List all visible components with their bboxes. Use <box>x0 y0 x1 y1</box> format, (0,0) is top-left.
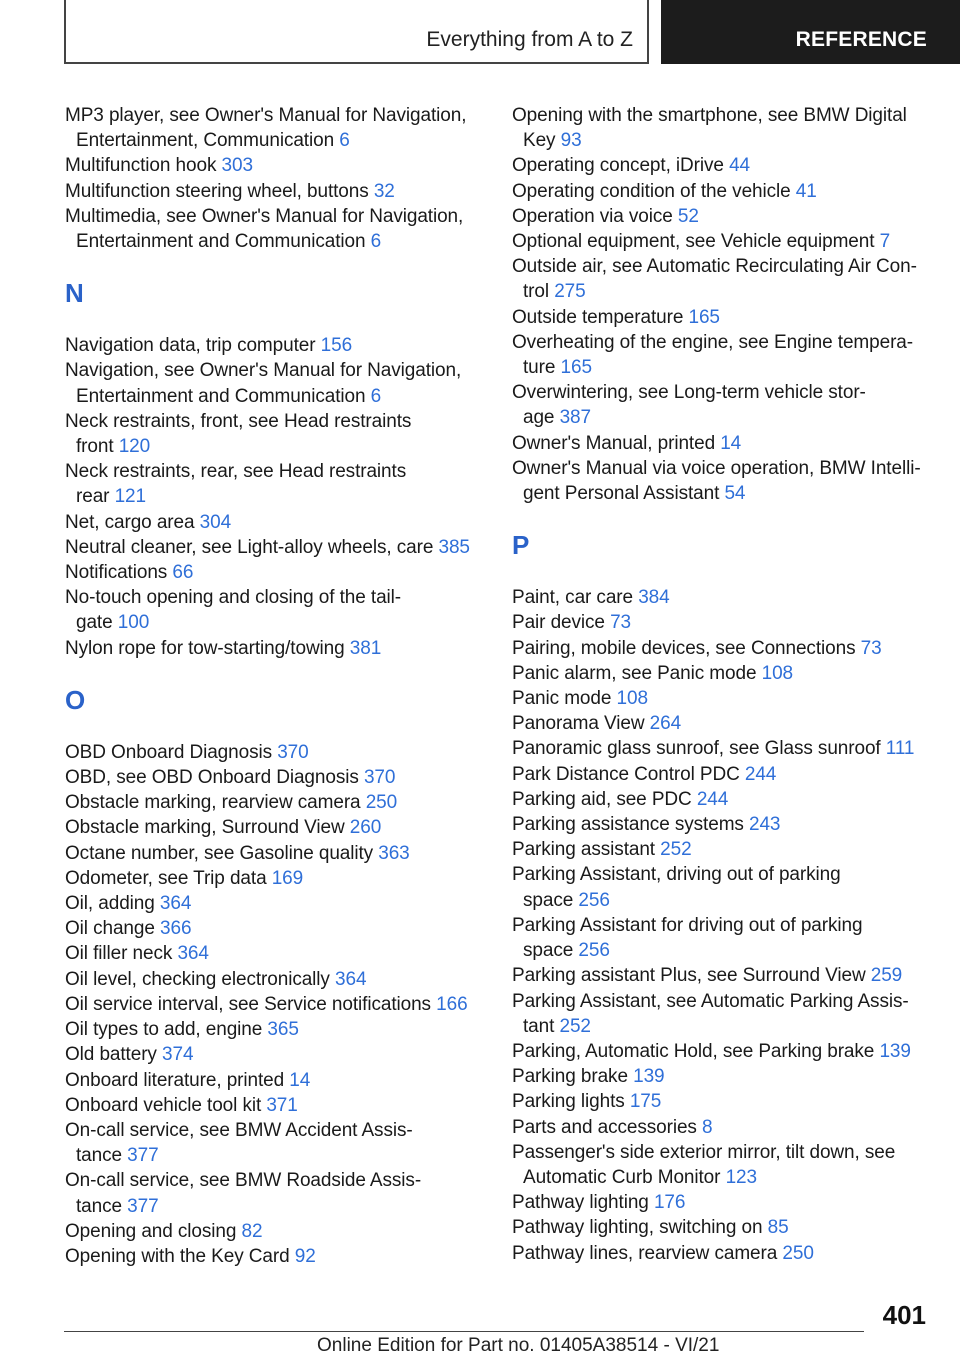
index-entry-text: Neck restraints, front, see Head restraints front <box>65 410 412 458</box>
index-entry <box>512 431 932 456</box>
index-entry-text: Parking brake <box>512 1066 634 1088</box>
page-reference-link[interactable]: 252 <box>660 839 692 861</box>
index-entry <box>65 891 485 916</box>
index-entry-text: Oil change <box>65 918 161 940</box>
index-entry <box>65 1093 485 1118</box>
index-entry <box>65 510 485 535</box>
page-reference-link[interactable]: 108 <box>616 688 648 710</box>
index-entry-text: Pathway lines, rearview camera <box>512 1242 783 1264</box>
index-entry-text: Oil service interval, see Service notifications <box>65 993 437 1015</box>
index-entry <box>512 456 932 506</box>
index-entry <box>512 229 932 254</box>
page-reference-link[interactable]: 260 <box>349 817 382 839</box>
page-reference-link[interactable]: 377 <box>127 1145 159 1167</box>
index-entry-text: Oil level, checking electronically <box>65 968 336 990</box>
page-reference-link[interactable]: 8 <box>702 1116 713 1138</box>
index-entry-text: Parking Assistant for driving out of parking space <box>512 914 863 962</box>
page-reference-link[interactable]: 385 <box>438 536 470 558</box>
index-entry <box>65 585 485 635</box>
index-entry-text: Oil filler neck <box>65 943 178 965</box>
index-entry-text: Multimedia, see Owner's Manual for Navigation, Entertainment and Communication <box>65 205 469 253</box>
index-section-letter: O <box>65 684 86 715</box>
index-entry-text: Parking assistant Plus, see Surround View <box>512 965 871 987</box>
page-reference-link[interactable]: 374 <box>162 1044 194 1066</box>
index-entry <box>65 1219 485 1244</box>
index-entry-text: Operating concept, iDrive <box>512 155 730 177</box>
page-reference-link[interactable]: 252 <box>559 1015 591 1037</box>
index-entry <box>65 866 485 891</box>
index-entry <box>512 1039 932 1064</box>
index-entry <box>512 837 932 862</box>
page-reference-link[interactable]: 243 <box>749 814 781 836</box>
index-section-letter: N <box>65 278 84 309</box>
page-reference-link[interactable]: 363 <box>378 842 410 864</box>
page-reference-link[interactable]: 165 <box>560 357 592 379</box>
section-title: Everything from A to Z <box>426 28 633 51</box>
index-column-left <box>65 103 485 1269</box>
index-entry <box>512 913 932 963</box>
index-entry <box>512 862 932 912</box>
index-entry-text: Obstacle marking, rearview camera <box>65 792 366 814</box>
index-entry-text: Neck restraints, rear, see Head restraints rear <box>65 461 407 508</box>
page-reference-link[interactable]: 120 <box>118 436 151 458</box>
index-entry-text: Navigation, see Owner's Manual for Navigation, Entertainment and Communication <box>65 360 467 407</box>
page-reference-link[interactable]: 165 <box>688 306 720 328</box>
index-entry-text: Pathway lighting, switching on <box>512 1217 768 1239</box>
index-entry-text: Owner's Manual, printed <box>512 432 721 454</box>
index-entry <box>65 740 485 765</box>
index-entry <box>512 963 932 988</box>
page-reference-link[interactable]: 52 <box>677 205 699 227</box>
index-entry-text: Overwintering, see Long-term vehicle stor- age <box>512 382 866 429</box>
index-entry-text: On-call service, see BMW Roadside Assis- tance <box>65 1170 422 1217</box>
page-reference-link[interactable]: 54 <box>724 483 746 505</box>
page-reference-link[interactable]: 92 <box>294 1245 316 1267</box>
index-entry-text: Oil, adding <box>65 893 160 915</box>
index-entry-text: No-touch opening and closing of the tail- gate <box>65 587 402 634</box>
page-reference-link[interactable]: 44 <box>729 155 750 177</box>
page-reference-link[interactable]: 370 <box>277 741 309 763</box>
page-reference-link[interactable]: 244 <box>696 788 729 810</box>
index-entry-text: Onboard vehicle tool kit <box>65 1094 267 1116</box>
page-reference-link[interactable]: 365 <box>267 1019 299 1041</box>
index-entry <box>65 765 485 790</box>
index-entry-text: Passenger's side exterior mirror, tilt down, see Automatic Curb Monitor <box>512 1141 900 1188</box>
page-reference-link[interactable]: 387 <box>559 407 591 429</box>
page-reference-link[interactable]: 123 <box>725 1166 757 1188</box>
index-entry-text: Opening and closing <box>65 1220 242 1242</box>
index-column-right <box>512 103 932 1266</box>
index-entry <box>65 1068 485 1093</box>
index-entry-text: Multifunction hook <box>65 155 222 177</box>
index-entry <box>65 560 485 585</box>
index-entry-text: Outside temperature <box>512 306 689 328</box>
index-entry-text: Optional equipment, see Vehicle equipment <box>512 231 880 253</box>
page-reference-link[interactable]: 82 <box>241 1220 263 1242</box>
index-entry <box>512 1241 932 1266</box>
index-entry-text: Onboard literature, printed <box>65 1069 290 1091</box>
index-entry <box>512 153 932 178</box>
index-entry <box>65 179 485 204</box>
index-entry-text: Navigation data, trip computer <box>65 335 321 357</box>
footer-edition: Online Edition for Part no. 01405A38514 - VI/21 <box>317 1335 720 1356</box>
index-entry-text: Parking assistance systems <box>512 814 749 836</box>
index-entry <box>512 1064 932 1089</box>
index-entry-text: Parking Assistant, see Automatic Parking Assis- tant <box>512 990 909 1037</box>
page-reference-link[interactable]: 264 <box>649 713 682 735</box>
page-reference-link[interactable]: 7 <box>879 231 891 253</box>
page-number: 401 <box>882 1300 926 1330</box>
index-entry-text: Pair device <box>512 612 611 634</box>
index-entry <box>65 358 485 408</box>
page-reference-link[interactable]: 256 <box>578 889 610 911</box>
index-entry <box>512 736 932 761</box>
page-reference-link[interactable]: 275 <box>554 281 586 303</box>
index-entry <box>65 992 485 1017</box>
page-reference-link[interactable]: 250 <box>365 792 398 814</box>
page-reference-link[interactable]: 32 <box>373 180 395 202</box>
page-reference-link[interactable]: 169 <box>271 867 304 889</box>
index-entry <box>65 967 485 992</box>
index-entry <box>65 153 485 178</box>
index-entry <box>65 459 485 509</box>
page-reference-link[interactable]: 66 <box>172 562 194 584</box>
index-entry <box>65 1042 485 1067</box>
page-reference-link[interactable]: 364 <box>159 893 192 915</box>
page-reference-link[interactable]: 371 <box>266 1094 298 1116</box>
index-entry <box>512 686 932 711</box>
index-section-letter: P <box>512 530 530 561</box>
index-entry-text: Parking lights <box>512 1091 630 1113</box>
index-entry <box>65 1118 485 1168</box>
page-reference-link[interactable]: 6 <box>370 231 382 253</box>
index-entry-text: Paint, car care <box>512 587 639 609</box>
index-entry <box>512 103 932 153</box>
page-reference-link[interactable]: 364 <box>177 943 209 965</box>
index-entry-text: Oil types to add, engine <box>65 1019 268 1041</box>
index-entry <box>65 1244 485 1269</box>
index-entry-text: Opening with the Key Card <box>65 1245 295 1267</box>
index-entry-text: Owner's Manual via voice operation, BMW Intelli- gent Personal Assistant <box>512 457 921 505</box>
index-entry <box>65 103 485 153</box>
index-entry-text: OBD, see OBD Onboard Diagnosis <box>65 767 364 789</box>
page-reference-link[interactable]: 14 <box>289 1069 311 1091</box>
page-reference-link[interactable]: 139 <box>633 1066 665 1088</box>
page-reference-link[interactable]: 41 <box>795 180 817 202</box>
page-reference-link[interactable]: 244 <box>744 763 777 785</box>
index-entry <box>512 1215 932 1240</box>
index-entry-text: Odometer, see Trip data <box>65 867 272 889</box>
page-reference-link[interactable]: 259 <box>870 965 903 987</box>
page-reference-link[interactable]: 166 <box>436 993 468 1015</box>
index-entry-text: Nylon rope for tow-starting/towing <box>65 637 350 659</box>
page-reference-link[interactable]: 377 <box>127 1195 159 1217</box>
page-reference-link[interactable]: 304 <box>199 511 232 533</box>
page-reference-link[interactable]: 14 <box>720 432 742 454</box>
page-reference-link[interactable]: 256 <box>578 940 610 962</box>
index-entry-text: Park Distance Control PDC <box>512 763 745 785</box>
index-entry-text: Panic mode <box>512 688 617 710</box>
index-entry <box>65 841 485 866</box>
index-entry <box>512 305 932 330</box>
index-entry <box>512 179 932 204</box>
page-reference-link[interactable]: 73 <box>860 637 882 659</box>
index-entry <box>512 661 932 686</box>
index-entry <box>512 787 932 812</box>
page-reference-link[interactable]: 6 <box>370 385 382 407</box>
index-entry-text: Neutral cleaner, see Light-alloy wheels, care <box>65 536 439 558</box>
index-entry-text: Octane number, see Gasoline quality <box>65 842 379 864</box>
index-entry <box>512 1140 932 1190</box>
index-entry <box>65 916 485 941</box>
index-entry-text: Notifications <box>65 562 173 584</box>
index-entry <box>512 254 932 304</box>
index-entry-text: Outside air, see Automatic Recirculating Air Con- trol <box>512 256 917 303</box>
page-reference-link[interactable]: 176 <box>653 1192 686 1214</box>
index-entry <box>512 762 932 787</box>
page-reference-link[interactable]: 108 <box>761 662 794 684</box>
index-entry <box>512 330 932 380</box>
page-reference-link[interactable]: 111 <box>885 738 915 760</box>
page-reference-link[interactable]: 370 <box>363 767 396 789</box>
index-entry-text: Parking Assistant, driving out of parking space <box>512 864 841 911</box>
index-entry <box>512 989 932 1039</box>
index-entry-text: On-call service, see BMW Accident Assis- tance <box>65 1119 413 1167</box>
index-entry <box>512 711 932 736</box>
index-entry-text: Panic alarm, see Panic mode <box>512 662 762 684</box>
index-entry-text: Parts and accessories <box>512 1116 702 1138</box>
chapter-tab <box>661 0 960 64</box>
page-reference-link[interactable]: 303 <box>221 155 253 177</box>
page-reference-link[interactable]: 175 <box>629 1091 662 1113</box>
page-reference-link[interactable]: 73 <box>610 612 632 634</box>
index-entry-text: Opening with the smartphone, see BMW Digital Key <box>512 105 907 152</box>
index-entry <box>512 1190 932 1215</box>
page-reference-link[interactable]: 384 <box>638 587 670 609</box>
index-entry <box>65 941 485 966</box>
index-entry <box>65 409 485 459</box>
running-header-box <box>64 0 649 64</box>
page-reference-link[interactable]: 250 <box>782 1242 814 1264</box>
page-reference-link[interactable]: 364 <box>335 968 367 990</box>
index-entry <box>65 1017 485 1042</box>
index-entry-text: Panoramic glass sunroof, see Glass sunroof <box>512 738 886 760</box>
index-entry <box>512 380 932 430</box>
page-reference-link[interactable]: 85 <box>767 1217 789 1239</box>
index-entry <box>65 535 485 560</box>
index-entry <box>65 790 485 815</box>
index-entry-text: Parking assistant <box>512 839 661 861</box>
index-entry-text: Multifunction steering wheel, buttons <box>65 180 374 202</box>
chapter-title: REFERENCE <box>795 28 927 51</box>
index-entry-text: Old battery <box>65 1044 163 1066</box>
index-entry <box>512 636 932 661</box>
footer-divider <box>64 1331 864 1332</box>
index-entry <box>65 204 485 254</box>
page-reference-link[interactable]: 381 <box>349 637 382 659</box>
index-entry-text: Operation via voice <box>512 205 678 227</box>
page-reference-link[interactable]: 100 <box>117 612 150 634</box>
page-reference-link[interactable]: 156 <box>320 335 353 357</box>
index-entry-text: Pairing, mobile devices, see Connections <box>512 637 861 659</box>
index-entry-text: Parking, Automatic Hold, see Parking brake <box>512 1040 880 1062</box>
index-entry <box>512 1115 932 1140</box>
index-entry <box>512 812 932 837</box>
page-reference-link[interactable]: 6 <box>339 130 350 152</box>
index-entry-text: Panorama View <box>512 713 650 735</box>
index-entry <box>65 636 485 661</box>
page-reference-link[interactable]: 139 <box>879 1040 911 1062</box>
index-entry <box>512 1089 932 1114</box>
index-entry <box>512 610 932 635</box>
page-reference-link[interactable]: 366 <box>160 918 192 940</box>
index-entry <box>65 333 485 358</box>
index-entry <box>65 1168 485 1218</box>
index-entry <box>512 585 932 610</box>
index-entry-text: MP3 player, see Owner's Manual for Navigation, Entertainment, Communication <box>65 105 472 152</box>
index-entry-text: Pathway lighting <box>512 1192 654 1214</box>
index-entry <box>512 204 932 229</box>
index-entry-text: Overheating of the engine, see Engine tempera- ture <box>512 331 913 379</box>
index-entry-text: Obstacle marking, Surround View <box>65 817 350 839</box>
page-reference-link[interactable]: 93 <box>560 130 582 152</box>
index-entry-text: Parking aid, see PDC <box>512 788 697 810</box>
page-reference-link[interactable]: 121 <box>114 486 146 508</box>
index-entry-text: OBD Onboard Diagnosis <box>65 741 278 763</box>
index-entry-text: Net, cargo area <box>65 511 200 533</box>
index-entry-text: Operating condition of the vehicle <box>512 180 796 202</box>
index-entry <box>65 815 485 840</box>
